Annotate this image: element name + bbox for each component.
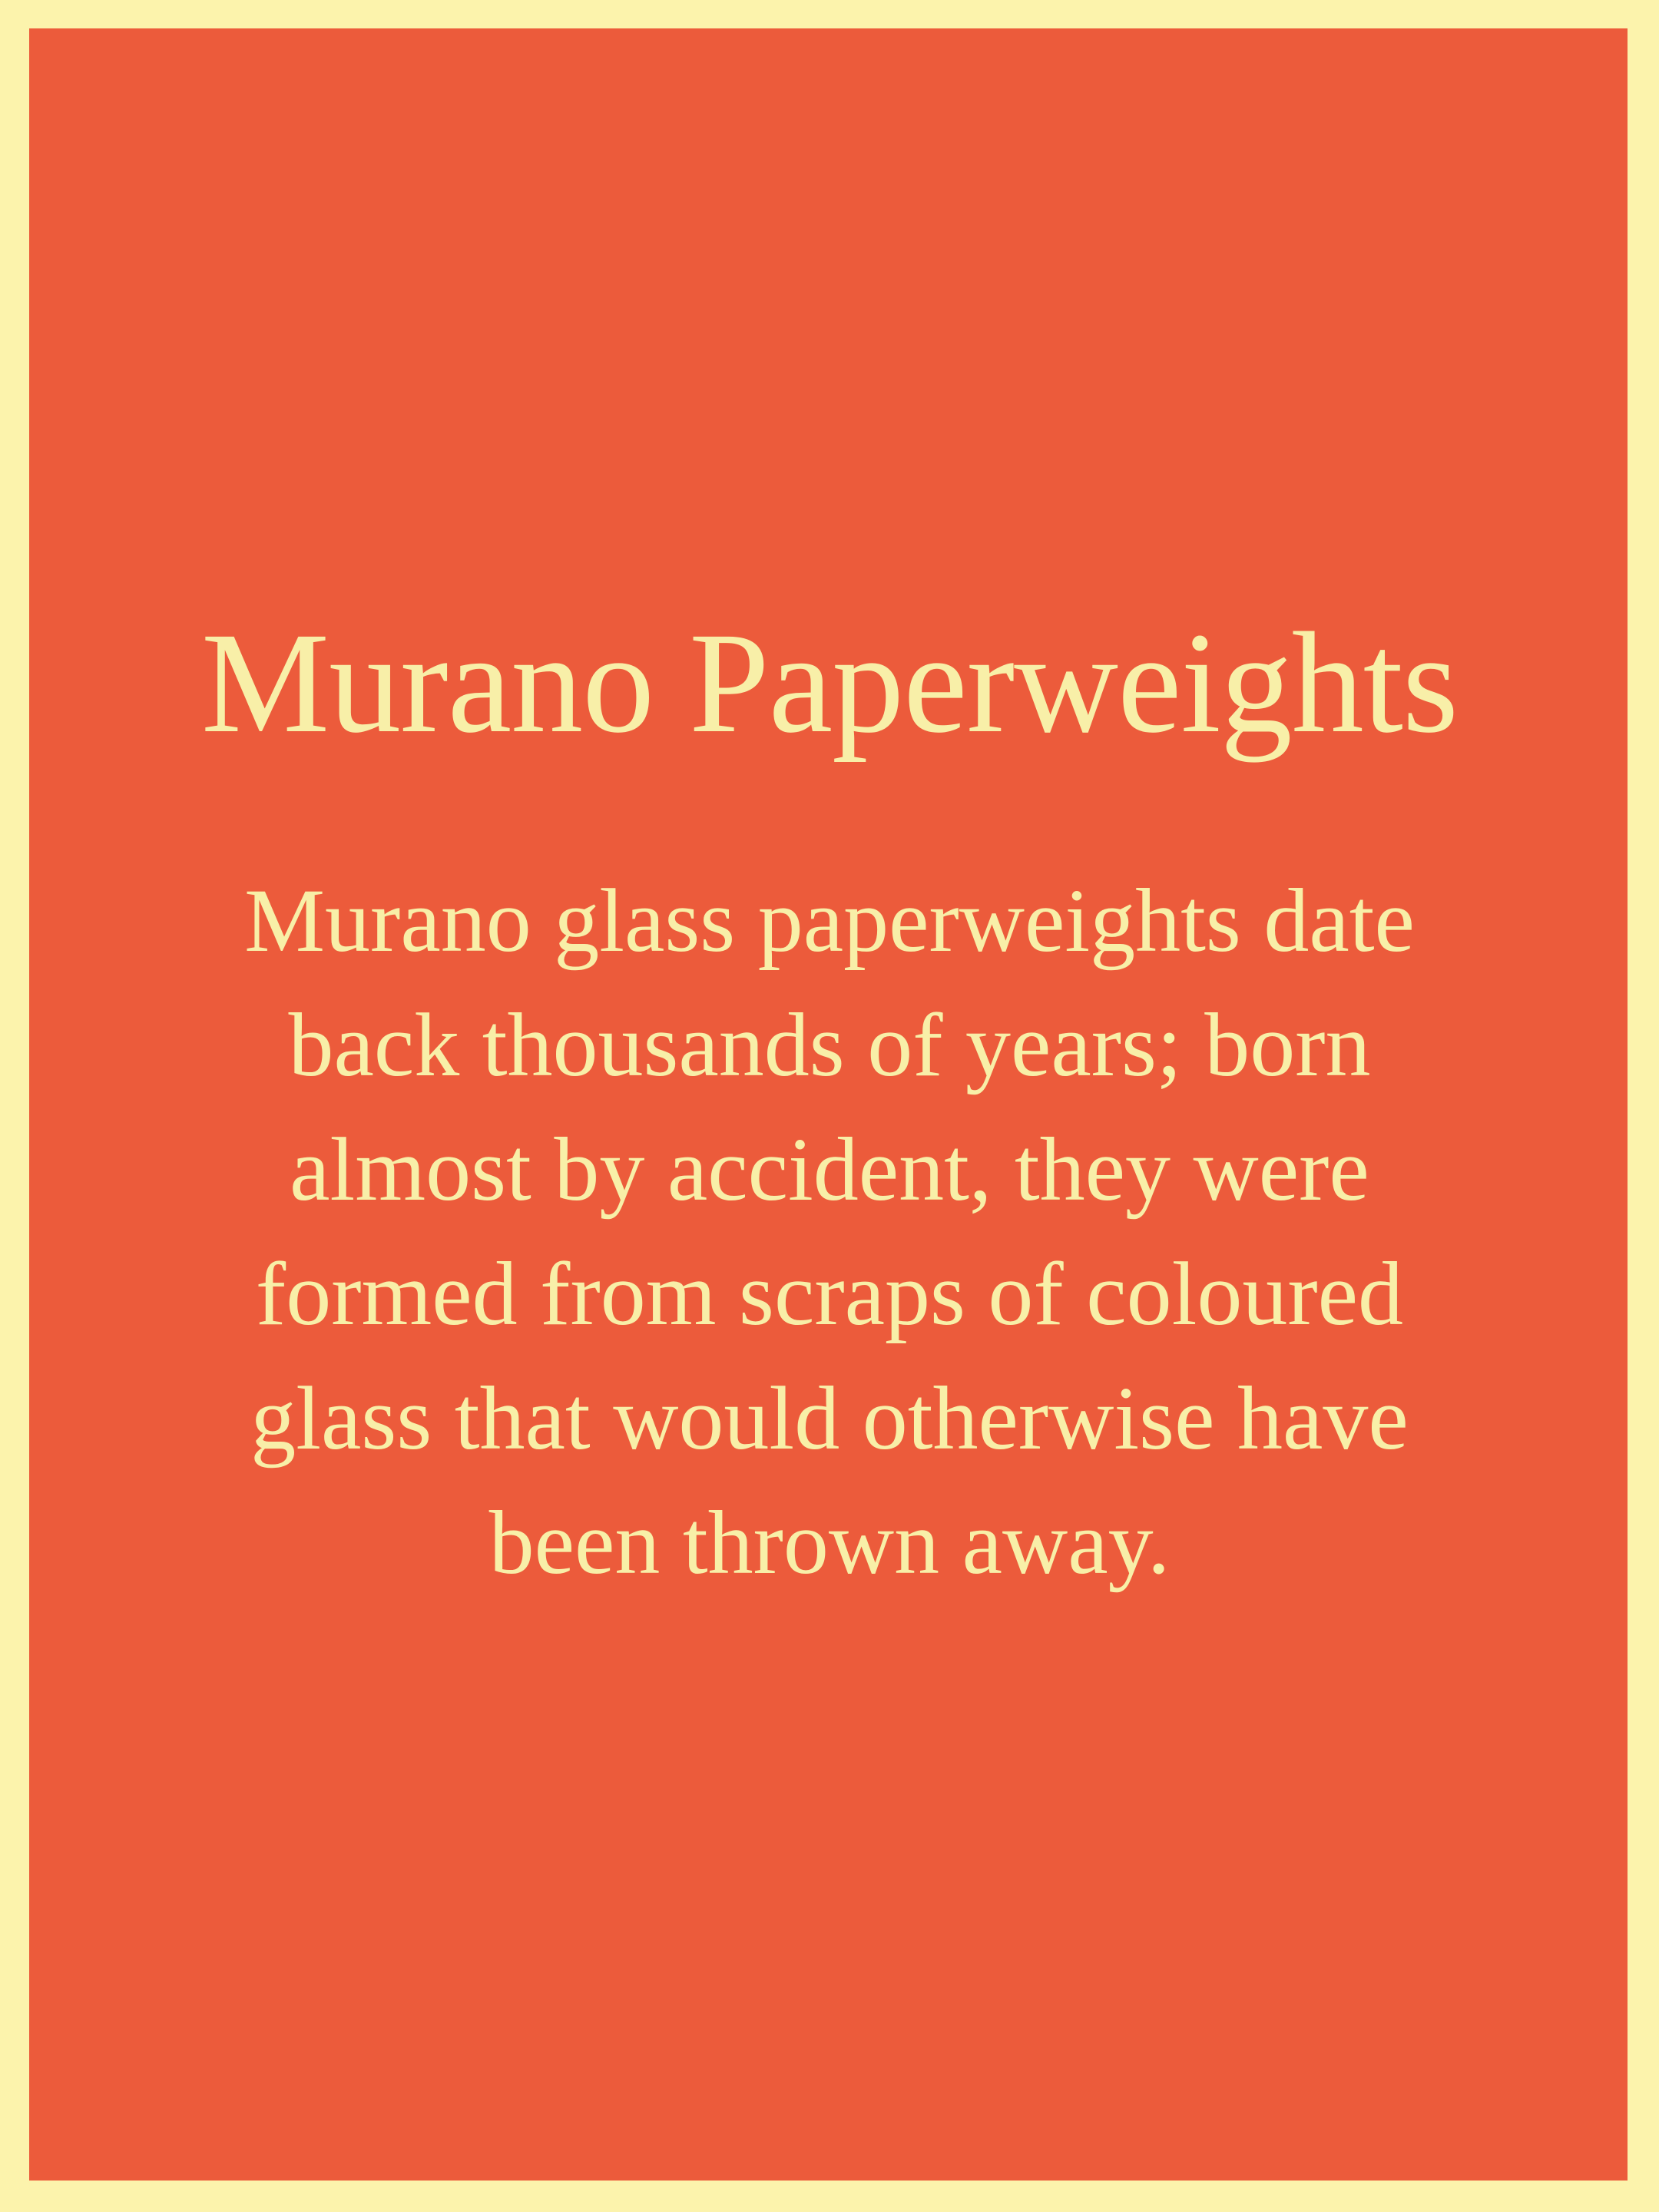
body-line: been thrown away. xyxy=(488,1492,1171,1593)
card-body xyxy=(0,859,1659,1605)
body-line: back thousands of years; born xyxy=(288,995,1371,1095)
body-line: glass that would otherwise have xyxy=(250,1368,1409,1469)
card-title: Murano Paperweights xyxy=(200,602,1459,763)
body-line: almost by accident, they were xyxy=(290,1119,1369,1220)
body-line: formed from scraps of coloured xyxy=(255,1243,1404,1344)
body-line: Murano glass paperweights date xyxy=(244,870,1415,971)
